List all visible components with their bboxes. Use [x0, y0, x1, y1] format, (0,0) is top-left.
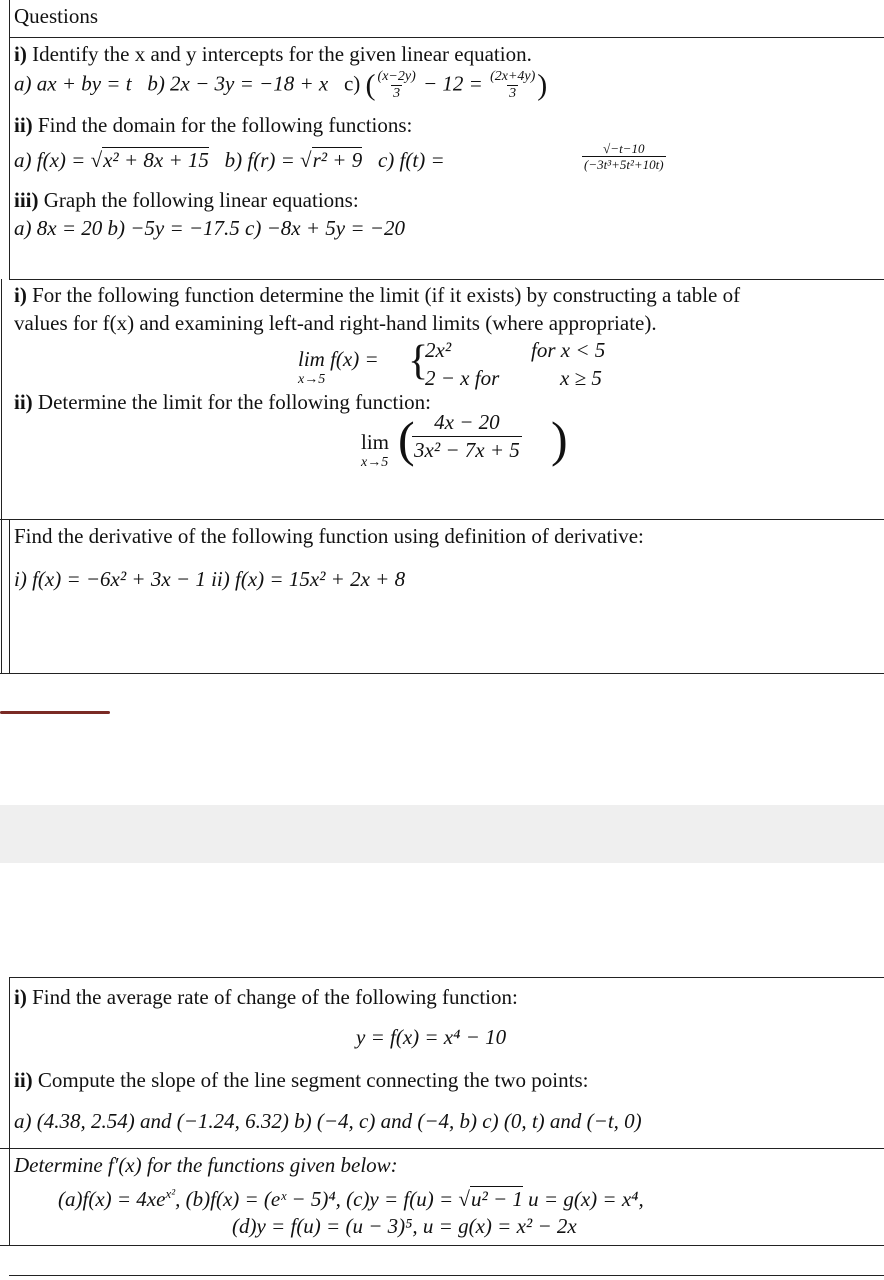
b1-q1-item-c-prefix: c) — [343, 71, 361, 96]
header-divider — [9, 37, 884, 38]
b2-q2-text: Determine the limit for the following function: — [32, 390, 431, 414]
b1-q2-frac-c — [582, 142, 666, 171]
b4-q1-text: Find the average rate of change of the following function: — [26, 985, 518, 1009]
block4-top-divider — [9, 977, 884, 978]
b4-q3-line1-end: u = g(x) = x⁴, — [522, 1187, 644, 1211]
b1-q2-label: ii) — [14, 113, 33, 137]
b2-brace: { — [408, 338, 429, 384]
b1-close-paren: ) — [537, 68, 548, 102]
b1-q2-item-b-radicand: r² + 9 — [312, 148, 363, 172]
block4-left-border — [9, 977, 10, 1245]
b1-q1-frac-1: $\frac{(x-2y)}{3}$ — [377, 69, 416, 101]
b1-q2-frac-c-num: √−t−10 — [603, 141, 645, 156]
b4-q2-label: ii) — [14, 1068, 33, 1092]
b4-q3-line-2: (d)y = f(u) = (u − 3)⁵, u = g(x) = x² − 2x — [232, 1214, 577, 1238]
b1-q2-item-a-radicand: x² + 8x + 15 — [103, 148, 209, 172]
b1-q3-items: a) 8x = 20 b) −5y = −17.5 c) −8x + 5y = −20 — [14, 216, 405, 240]
b1-q3-text: Graph the following linear equations: — [38, 188, 359, 212]
block2-left-border — [1, 279, 2, 673]
b1-q2-frac-c-den: (−3t³+5t²+10t) — [584, 157, 664, 172]
b1-q3-label: iii) — [14, 188, 39, 212]
b4-question-1 — [14, 985, 518, 1010]
b2-limit2-open-paren: ( — [398, 411, 415, 467]
block4-bottom-divider — [0, 1245, 884, 1246]
block3-inner-border — [9, 519, 10, 673]
b4-question-2 — [14, 1068, 589, 1093]
b4-q2-text: Compute the slope of the line segment connecting the two points: — [32, 1068, 589, 1092]
b2-limit2-denominator: 3x² − 7x + 5 — [414, 438, 520, 462]
b1-q1-item-b: b) 2x − 3y = −18 + x — [147, 71, 329, 96]
b1-question-1 — [14, 42, 532, 67]
block1-bottom-divider — [9, 279, 884, 280]
b1-q2-item-c-lhs: c) f(t) = — [377, 148, 445, 172]
b1-q1-label: i) — [14, 42, 27, 66]
b2-limit-label: lim f(x) = — [298, 347, 379, 371]
b4-q3-line-1: $(a)f(x) = 4xe^{x^2}$, (b)f(x) = (eˣ − 5)⁴, (c)y = f(u) = √u² − 1 u = g(x) = x⁴, — [58, 1186, 644, 1211]
b2-limit-subscript: x→5 — [298, 372, 326, 387]
b1-q2-text: Find the domain for the following functions: — [32, 113, 413, 137]
b2-question-1-line1 — [14, 283, 740, 308]
b2-question-2 — [14, 390, 431, 415]
b1-q1-item-a: a) ax + by = t — [14, 71, 132, 96]
b2-case-1-cond: for x < 5 — [531, 338, 606, 362]
b2-limit2-fraction — [412, 412, 522, 461]
b1-q2-item-b-lhs: b) f(r) = — [224, 148, 295, 172]
b4-q1-label: i) — [14, 985, 27, 1009]
block4-mid-divider — [0, 1148, 884, 1149]
b2-question-1-line2: values for f(x) and examining left-and right-hand limits (where appropriate). — [14, 311, 657, 335]
b2-limit2-subscript: x→5 — [361, 455, 389, 470]
b3-items: i) f(x) = −6x² + 3x − 1 ii) f(x) = 15x² + 2x + 8 — [14, 567, 406, 591]
page-bottom-divider — [9, 1275, 884, 1276]
b4-q3-line1-a-sup: x² — [165, 1186, 176, 1201]
b1-question-2 — [14, 113, 412, 138]
b1-q2-items: a) f(x) = √x² + 8x + 15 b) f(r) = √r² + 9 c) f(t) = — [14, 148, 445, 172]
block3-bottom-divider — [0, 673, 884, 674]
b1-q1-items — [14, 70, 547, 101]
b3-heading: Find the derivative of the following function using definition of derivative: — [14, 524, 644, 548]
b1-question-3 — [14, 188, 359, 213]
b4-q3-line1-radicand: u² − 1 — [470, 1187, 523, 1211]
b2-q1-label: i) — [14, 283, 27, 307]
page-title: Questions — [14, 4, 98, 28]
b2-q1-text-1: For the following function determine the limit (if it exists) by constructing a table of — [26, 283, 741, 307]
red-pen-stroke — [0, 711, 110, 714]
b2-case-2-expr: 2 − x for — [425, 366, 500, 390]
b4-q3-line1-rest: , (b)f(x) = (eˣ − 5)⁴, (c)y = f(u) = — [175, 1187, 454, 1211]
b2-case-2-cond: x ≥ 5 — [560, 366, 602, 390]
b1-open-paren: ( — [365, 68, 376, 102]
b2-q2-label: ii) — [14, 390, 33, 414]
b1-q1-text: Identify the x and y intercepts for the given linear equation. — [26, 42, 532, 66]
b1-q1-frac-2: $\frac{(2x+4y)}{3}$ — [490, 69, 536, 101]
b4-q1-equation: y = f(x) = x⁴ − 10 — [356, 1025, 507, 1049]
b4-q2-items: a) (4.38, 2.54) and (−1.24, 6.32) b) (−4, c) and (−4, b) c) (0, t) and (−t, 0) — [14, 1109, 642, 1133]
b4-question-3: Determine f′(x) for the functions given below: — [14, 1153, 398, 1177]
block2-bottom-divider — [0, 519, 884, 520]
b2-case-1-expr: 2x² — [425, 338, 452, 362]
b1-q1-item-c-mid: − 12 = — [422, 71, 483, 96]
block1-left-border — [9, 0, 10, 37]
block1-left-border-2 — [9, 37, 10, 279]
b2-limit2-numerator: 4x − 20 — [434, 410, 500, 434]
grey-separator-band — [0, 805, 884, 863]
b2-limit2-word: lim — [361, 430, 390, 454]
b2-limit2-close-paren: ) — [551, 411, 568, 467]
b4-q3-line1-a: (a)f(x) = 4xe — [58, 1187, 166, 1211]
b1-q2-item-a-lhs: a) f(x) = — [14, 148, 86, 172]
